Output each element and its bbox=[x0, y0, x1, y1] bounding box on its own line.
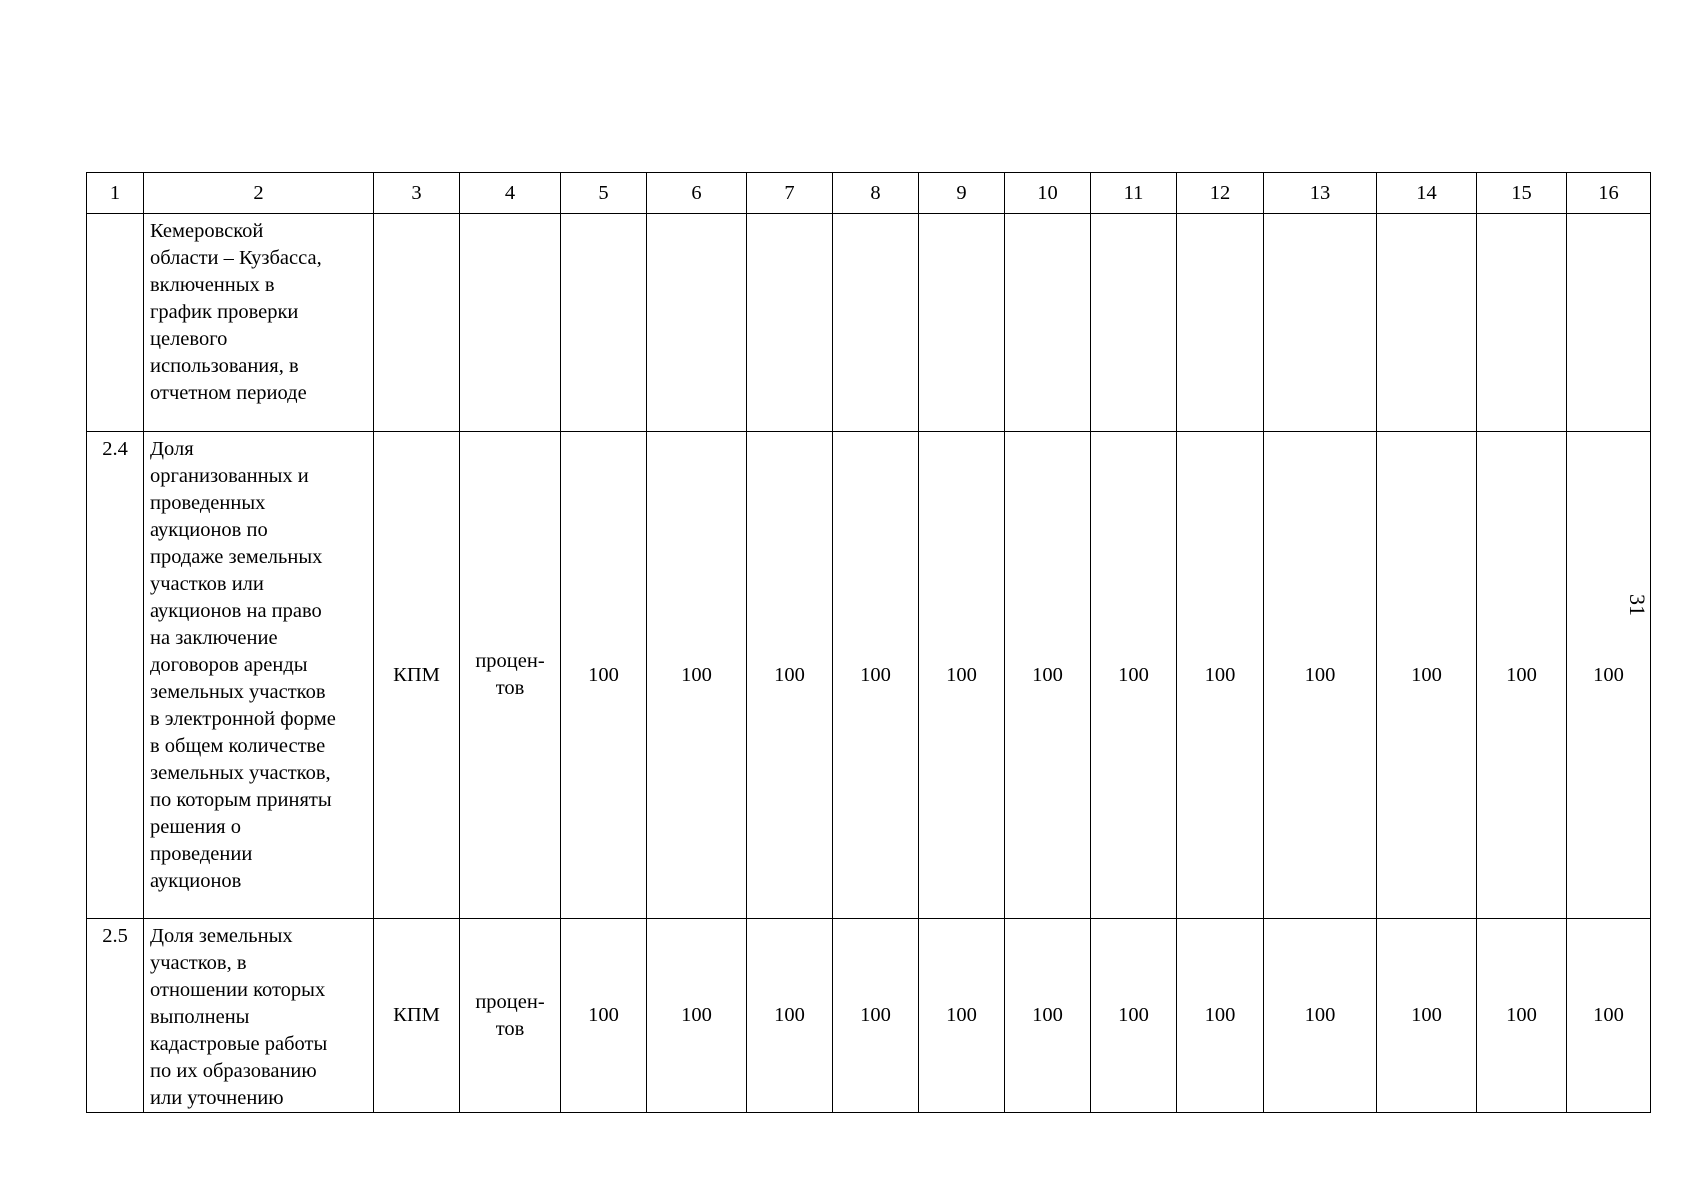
value-cell: 100 bbox=[1005, 919, 1091, 1113]
value-cell bbox=[1177, 214, 1264, 432]
indicator-name-line: в электронной форме bbox=[150, 708, 336, 730]
indicator-name-line: кадастровые работы bbox=[150, 1033, 328, 1055]
value-cell: 100 bbox=[1264, 919, 1377, 1113]
value-cell bbox=[919, 214, 1005, 432]
row-number-cell: 2.4 bbox=[87, 432, 144, 919]
column-number-cell: 11 bbox=[1091, 173, 1177, 214]
value-cell: 100 bbox=[1377, 432, 1477, 919]
value-cell bbox=[1091, 214, 1177, 432]
indicator-name-line: проведении bbox=[150, 843, 253, 865]
value-cell: 100 bbox=[1091, 919, 1177, 1113]
indicator-name-line: проведенных bbox=[150, 492, 266, 514]
value-cell bbox=[833, 214, 919, 432]
column-number-cell: 10 bbox=[1005, 173, 1091, 214]
column-number-cell: 5 bbox=[561, 173, 647, 214]
indicator-name-line: отношении которых bbox=[150, 979, 326, 1001]
column-number-cell: 7 bbox=[747, 173, 833, 214]
value-cell bbox=[1567, 214, 1651, 432]
value-cell: 100 bbox=[1091, 432, 1177, 919]
value-cell: 100 bbox=[1177, 432, 1264, 919]
value-cell bbox=[1264, 214, 1377, 432]
indicator-name-line: земельных участков bbox=[150, 681, 326, 703]
indicator-type-cell: КПМ bbox=[374, 919, 460, 1113]
column-number-cell: 12 bbox=[1177, 173, 1264, 214]
value-cell: 100 bbox=[561, 919, 647, 1113]
indicator-name-line: продаже земельных bbox=[150, 546, 323, 568]
value-cell: 100 bbox=[647, 919, 747, 1113]
unit-cell bbox=[460, 919, 561, 1113]
indicator-name-line: по их образованию bbox=[150, 1060, 317, 1082]
indicator-name-line: Доля bbox=[150, 438, 194, 460]
indicator-name-cell bbox=[144, 214, 374, 432]
value-cell: 100 bbox=[1264, 432, 1377, 919]
row-number-cell: 2.5 bbox=[87, 919, 144, 1113]
column-number-cell: 9 bbox=[919, 173, 1005, 214]
indicator-name-line: решения о bbox=[150, 816, 241, 838]
table-row bbox=[87, 432, 1651, 919]
table-row bbox=[87, 919, 1651, 1113]
indicator-name-line: участков, в bbox=[150, 952, 247, 974]
value-cell: 100 bbox=[833, 432, 919, 919]
value-cell: 100 bbox=[1177, 919, 1264, 1113]
value-cell bbox=[747, 214, 833, 432]
indicator-name-line: участков или bbox=[150, 573, 264, 595]
indicator-name-line: или уточнению bbox=[150, 1087, 284, 1109]
value-cell: 100 bbox=[1477, 432, 1567, 919]
indicator-name-line: использования, в bbox=[150, 355, 299, 377]
value-cell bbox=[1005, 214, 1091, 432]
indicator-name-line: выполнены bbox=[150, 1006, 250, 1028]
value-cell: 100 bbox=[1567, 432, 1651, 919]
value-cell bbox=[1377, 214, 1477, 432]
indicator-name-line: аукционов на право bbox=[150, 600, 322, 622]
unit-line: процен- bbox=[475, 650, 545, 672]
indicator-name-line: аукционов по bbox=[150, 519, 268, 541]
indicator-name-line: земельных участков, bbox=[150, 762, 331, 784]
value-cell: 100 bbox=[561, 432, 647, 919]
value-cell: 100 bbox=[919, 919, 1005, 1113]
value-cell bbox=[561, 214, 647, 432]
indicator-name-line: Доля земельных bbox=[150, 925, 293, 947]
value-cell: 100 bbox=[1005, 432, 1091, 919]
column-number-cell: 8 bbox=[833, 173, 919, 214]
unit-cell bbox=[460, 214, 561, 432]
value-cell: 100 bbox=[747, 919, 833, 1113]
value-cell: 100 bbox=[1377, 919, 1477, 1113]
column-number-cell: 1 bbox=[87, 173, 144, 214]
value-cell: 100 bbox=[833, 919, 919, 1113]
value-cell: 100 bbox=[747, 432, 833, 919]
indicator-name-line: аукционов bbox=[150, 870, 242, 892]
column-number-cell: 13 bbox=[1264, 173, 1377, 214]
indicator-name-line: в общем количестве bbox=[150, 735, 326, 757]
column-numbers-row bbox=[87, 173, 1651, 214]
column-number-cell: 6 bbox=[647, 173, 747, 214]
indicator-name-line: организованных и bbox=[150, 465, 309, 487]
value-cell bbox=[1477, 214, 1567, 432]
unit-line: тов bbox=[495, 1017, 525, 1040]
indicator-name-cell bbox=[144, 432, 374, 919]
indicator-name-line: Кемеровской bbox=[150, 220, 264, 242]
indicator-type-cell: КПМ bbox=[374, 432, 460, 919]
column-number-cell: 3 bbox=[374, 173, 460, 214]
indicators-table bbox=[86, 172, 1651, 1113]
value-cell: 100 bbox=[1477, 919, 1567, 1113]
value-cell: 100 bbox=[1567, 919, 1651, 1113]
unit-cell bbox=[460, 432, 561, 919]
indicator-name-line: отчетном периоде bbox=[150, 382, 307, 404]
column-number-cell: 15 bbox=[1477, 173, 1567, 214]
indicator-name-line: области – Кузбасса, bbox=[150, 247, 322, 269]
value-cell: 100 bbox=[919, 432, 1005, 919]
indicator-name-line: договоров аренды bbox=[150, 654, 308, 676]
column-number-cell: 4 bbox=[460, 173, 561, 214]
indicator-name-cell bbox=[144, 919, 374, 1113]
row-number-cell bbox=[87, 214, 144, 432]
column-number-cell: 16 bbox=[1567, 173, 1651, 214]
indicator-name-line: на заключение bbox=[150, 627, 278, 649]
indicator-name-line: целевого bbox=[150, 328, 228, 350]
value-cell bbox=[647, 214, 747, 432]
indicator-name-line: включенных в bbox=[150, 274, 275, 296]
table-row bbox=[87, 214, 1651, 432]
unit-line: процен- bbox=[475, 990, 545, 1013]
indicator-name-line: график проверки bbox=[150, 301, 299, 323]
indicator-type-cell bbox=[374, 214, 460, 432]
column-number-cell: 2 bbox=[144, 173, 374, 214]
indicator-name-line: по которым приняты bbox=[150, 789, 332, 811]
unit-line: тов bbox=[495, 677, 525, 699]
column-number-cell: 14 bbox=[1377, 173, 1477, 214]
value-cell: 100 bbox=[647, 432, 747, 919]
page-number: 31 bbox=[1625, 594, 1650, 616]
